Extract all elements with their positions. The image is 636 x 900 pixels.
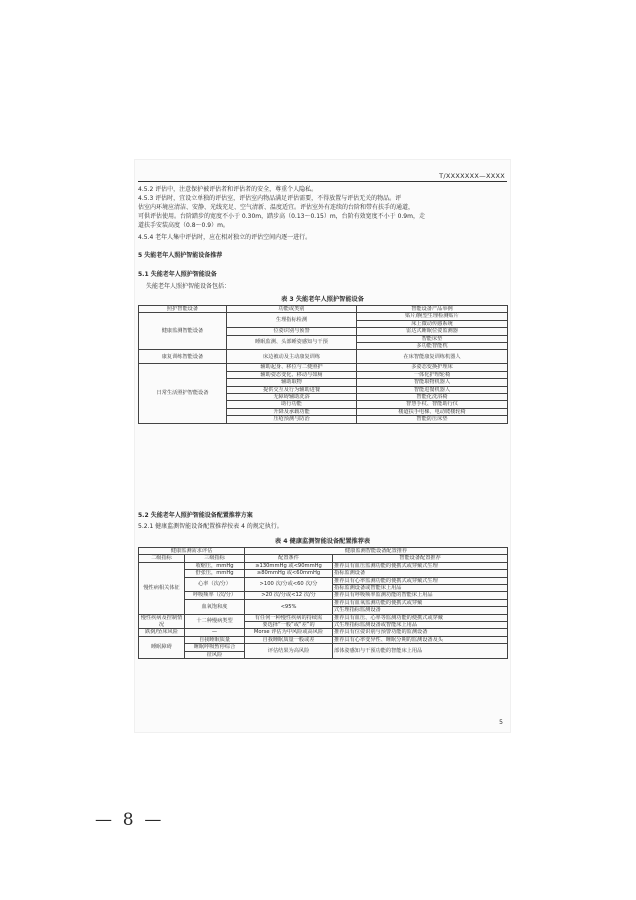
table4-group: 慢性疾病及控制情况 (139, 614, 185, 629)
clause-4-5-4: 4.5.4 老年人集中评估时，应在相对独立的评估空间内逐一进行。 (138, 234, 312, 241)
table4-subheader-row (139, 555, 508, 562)
table4-cell: <95% (245, 599, 333, 614)
table3-cell: 辅助姿态变化、移动与如厕 (227, 371, 357, 378)
table-row (139, 313, 508, 320)
table4-cell: 指标监测设备 (333, 570, 508, 577)
table3-cell: 智能进餐机器人 (357, 386, 508, 393)
table3-cell: 辅助起身、移位与二便照护 (227, 364, 357, 371)
table3-cell: 多功能智能枕 (357, 343, 508, 350)
table4-cell: 血氧饱和度 (185, 599, 245, 614)
table3-cell: 贴片/腕型生理检测贴片 (357, 313, 508, 320)
table3-cell: 智能床垫 (357, 335, 508, 342)
table3-cell: 睡眠监测、头部睡姿感知与干预 (227, 335, 357, 350)
table4-header: 配置条件 (245, 555, 333, 562)
section-5-1-heading: 5.1 失能老年人照护智能设备 (138, 271, 217, 278)
page-footer: — 8 — (95, 810, 162, 830)
table4-header: 智能设备配置推荐 (333, 555, 508, 562)
table3-cell: 升降及承载功能 (227, 408, 357, 415)
table4-header: 健康监测需求评估 (139, 548, 245, 555)
table4-group: 跌倒/坠床风险 (139, 629, 185, 636)
document-page (135, 160, 510, 732)
table4-cell: 式生理指标监测设备或智能床上用品 (333, 622, 508, 629)
table4-cell: 自我睡眠质量 (185, 636, 245, 643)
table3-caption: 表 3 失能老年人照护智能设备 (281, 296, 364, 303)
table4-cell: 推荐具有血压、心率等监测功能的便携式或穿戴 (333, 614, 508, 621)
table4-cell: 评估结果为高风险 (245, 644, 333, 659)
table4-cell: 征风险 (185, 651, 245, 658)
table4-cell: 自我睡眠质量一般或差 (245, 636, 333, 643)
table3-cell: 智能防压床垫 (357, 416, 508, 423)
table4-cell: >100 次/分或<60 次/分 (245, 577, 333, 592)
table4-cell: 推荐具有心率监测功能的便携式或穿戴式生理 (333, 577, 508, 584)
table4-header: 三级指标 (185, 555, 245, 562)
table4-cell: 推荐具有血压监测功能的便携式或穿戴式生理 (333, 562, 508, 569)
table-row (139, 350, 508, 364)
table4-cell: 推荐具有位姿识别与预警功能的监测设备 (333, 629, 508, 636)
page-number: 5 (499, 719, 503, 726)
table3-header: 功能或类别 (227, 306, 357, 313)
table3-cell: 生理指标检测 (227, 313, 357, 328)
table4-group: 睡眠障碍 (139, 636, 185, 658)
table4 (138, 547, 508, 659)
table3-cell: 智能取物机器人 (357, 379, 508, 386)
table4-header: 健康监测智能设备配置推荐 (245, 548, 508, 555)
table4-cell: >20 次/分或<12 次/分 (245, 592, 333, 599)
table3-header: 照护智能设备 (139, 306, 227, 313)
table-row (139, 364, 508, 371)
table3-cell: 楼道扶手电梯、电动爬楼轮椅 (357, 408, 508, 415)
table-row (139, 562, 508, 569)
table3-cell: 多姿态变换护理床 (357, 364, 508, 371)
table3-cell: 压疮预测与防治 (227, 416, 357, 423)
table4-cell: 收缩压，mmHg (185, 562, 245, 569)
table3-cell: 智能化洗浴椅 (357, 394, 508, 401)
table-row (139, 629, 508, 636)
table4-cell: 推荐具有呼吸频率监测功能的智能床上用品 (333, 592, 508, 599)
section-5-heading: 5 失能老年人照护智能设备推荐 (138, 252, 223, 259)
table4-cell: 呼吸频率（次/分） (185, 592, 245, 599)
table4-cell: 式生理指标监测设备 (333, 607, 508, 614)
table-row (139, 644, 508, 651)
header-rule (138, 181, 507, 182)
table-row (139, 570, 508, 577)
table4-cell: 部体姿感知与干预功能的智能床上用品 (333, 644, 508, 659)
table4-cell: 指标监测设备或智能床上用品 (333, 585, 508, 592)
table4-cell: 心率（次/分） (185, 577, 245, 592)
clause-4-5-2: 4.5.2 评估中，注意保护被评估者和评估者的安全，尊重个人隐私。 (138, 186, 318, 193)
table4-cell: 十二种慢病类型 (185, 614, 245, 629)
table3-cell: 床边被动及主动康复训练 (227, 350, 357, 364)
table4-cell: — (185, 629, 245, 636)
table3-cell: 雷达式睡眠位姿监测器 (357, 328, 508, 335)
table3-group: 健康监测智能设备 (139, 313, 227, 350)
table3-cell: 助行功能 (227, 401, 357, 408)
section-5-2-heading: 5.2 失能老年人照护智能设备配置推荐方案 (138, 512, 253, 519)
table-row (139, 599, 508, 606)
table3-group: 日常生活照护智能设备 (139, 364, 227, 423)
clause-5-2-1: 5.2.1 健康监测智能设备配置推荐按表 4 的规定执行。 (138, 523, 283, 530)
table-row (139, 592, 508, 599)
table4-cell: 推荐具有血氧监测功能的便携式或穿戴 (333, 599, 508, 606)
clause-4-5-3-line4: 道扶手安装高度（0.8～0.9）m。 (138, 222, 229, 229)
table3-cell: 提供交互及行为辅助进餐 (227, 386, 357, 393)
table4-cell: ≥130mmHg 或<90mmHg (245, 562, 333, 569)
section-5-1-text: 失能老年人照护智能设备包括： (146, 283, 231, 290)
table3-cell: 一体化护理轮椅 (357, 371, 508, 378)
table4-group: 慢性病相关体征 (139, 562, 185, 614)
table4-header: 二级指标 (139, 555, 185, 562)
table3-header: 智能设备产品举例 (357, 306, 508, 313)
document-id: T/XXXXXXX—XXXX (439, 172, 505, 180)
table-row (139, 636, 508, 643)
table4-cell: 睡眠呼吸暂停综合 (185, 644, 245, 651)
table3-group: 康复训练智能设备 (139, 350, 227, 364)
table4-cell: 推荐具有心率变异性、睡眠分期的监测设备及头 (333, 636, 508, 643)
clause-4-5-3-line2: 估室内环境应清洁、安静、光线充足、空气清新、温度适宜。评估室外有连续的台阶和带有扶手的通道， (138, 204, 415, 211)
table4-cell: 舒张压，mmHg (185, 570, 245, 577)
table4-header-row (139, 548, 508, 555)
table4-cell: 有任何一种慢性疾病的持续需 (245, 614, 333, 621)
table-row (139, 614, 508, 621)
table4-cell: Morse 评估为中风险或高风险 (245, 629, 333, 636)
table3-header-row (139, 306, 508, 313)
table3-cell: 无障碍辅助洗浴 (227, 394, 357, 401)
clause-4-5-3-line3: 可供评估使用。台阶踏步的宽度不小于 0.30m，踏步高（0.13～0.15）m，台阶有效宽度不小于 0.9m，走 (138, 213, 425, 220)
table-row (139, 577, 508, 584)
table3-cell: 床上微动传感系统 (357, 320, 508, 327)
table4-cell: 要选择“一般”或“差”的 (245, 622, 333, 629)
table4-caption: 表 4 健康监测智能设备配置推荐表 (274, 538, 371, 545)
table3-cell: 在床智能康复训练机器人 (357, 350, 508, 364)
clause-4-5-3-line1: 4.5.3 评估时，宜设立单独的评估室，评估室内物品满足评估需要，不得放置与评估无关的物品。评 (138, 195, 402, 202)
table4-cell: ≥80mmHg 或<60mmHg (245, 570, 333, 577)
table3 (138, 305, 508, 424)
table3-cell: 辅助取物 (227, 379, 357, 386)
table3-cell: 位姿识别与预警 (227, 328, 357, 335)
table3-cell: 智慧手杖、智能助行仪 (357, 401, 508, 408)
